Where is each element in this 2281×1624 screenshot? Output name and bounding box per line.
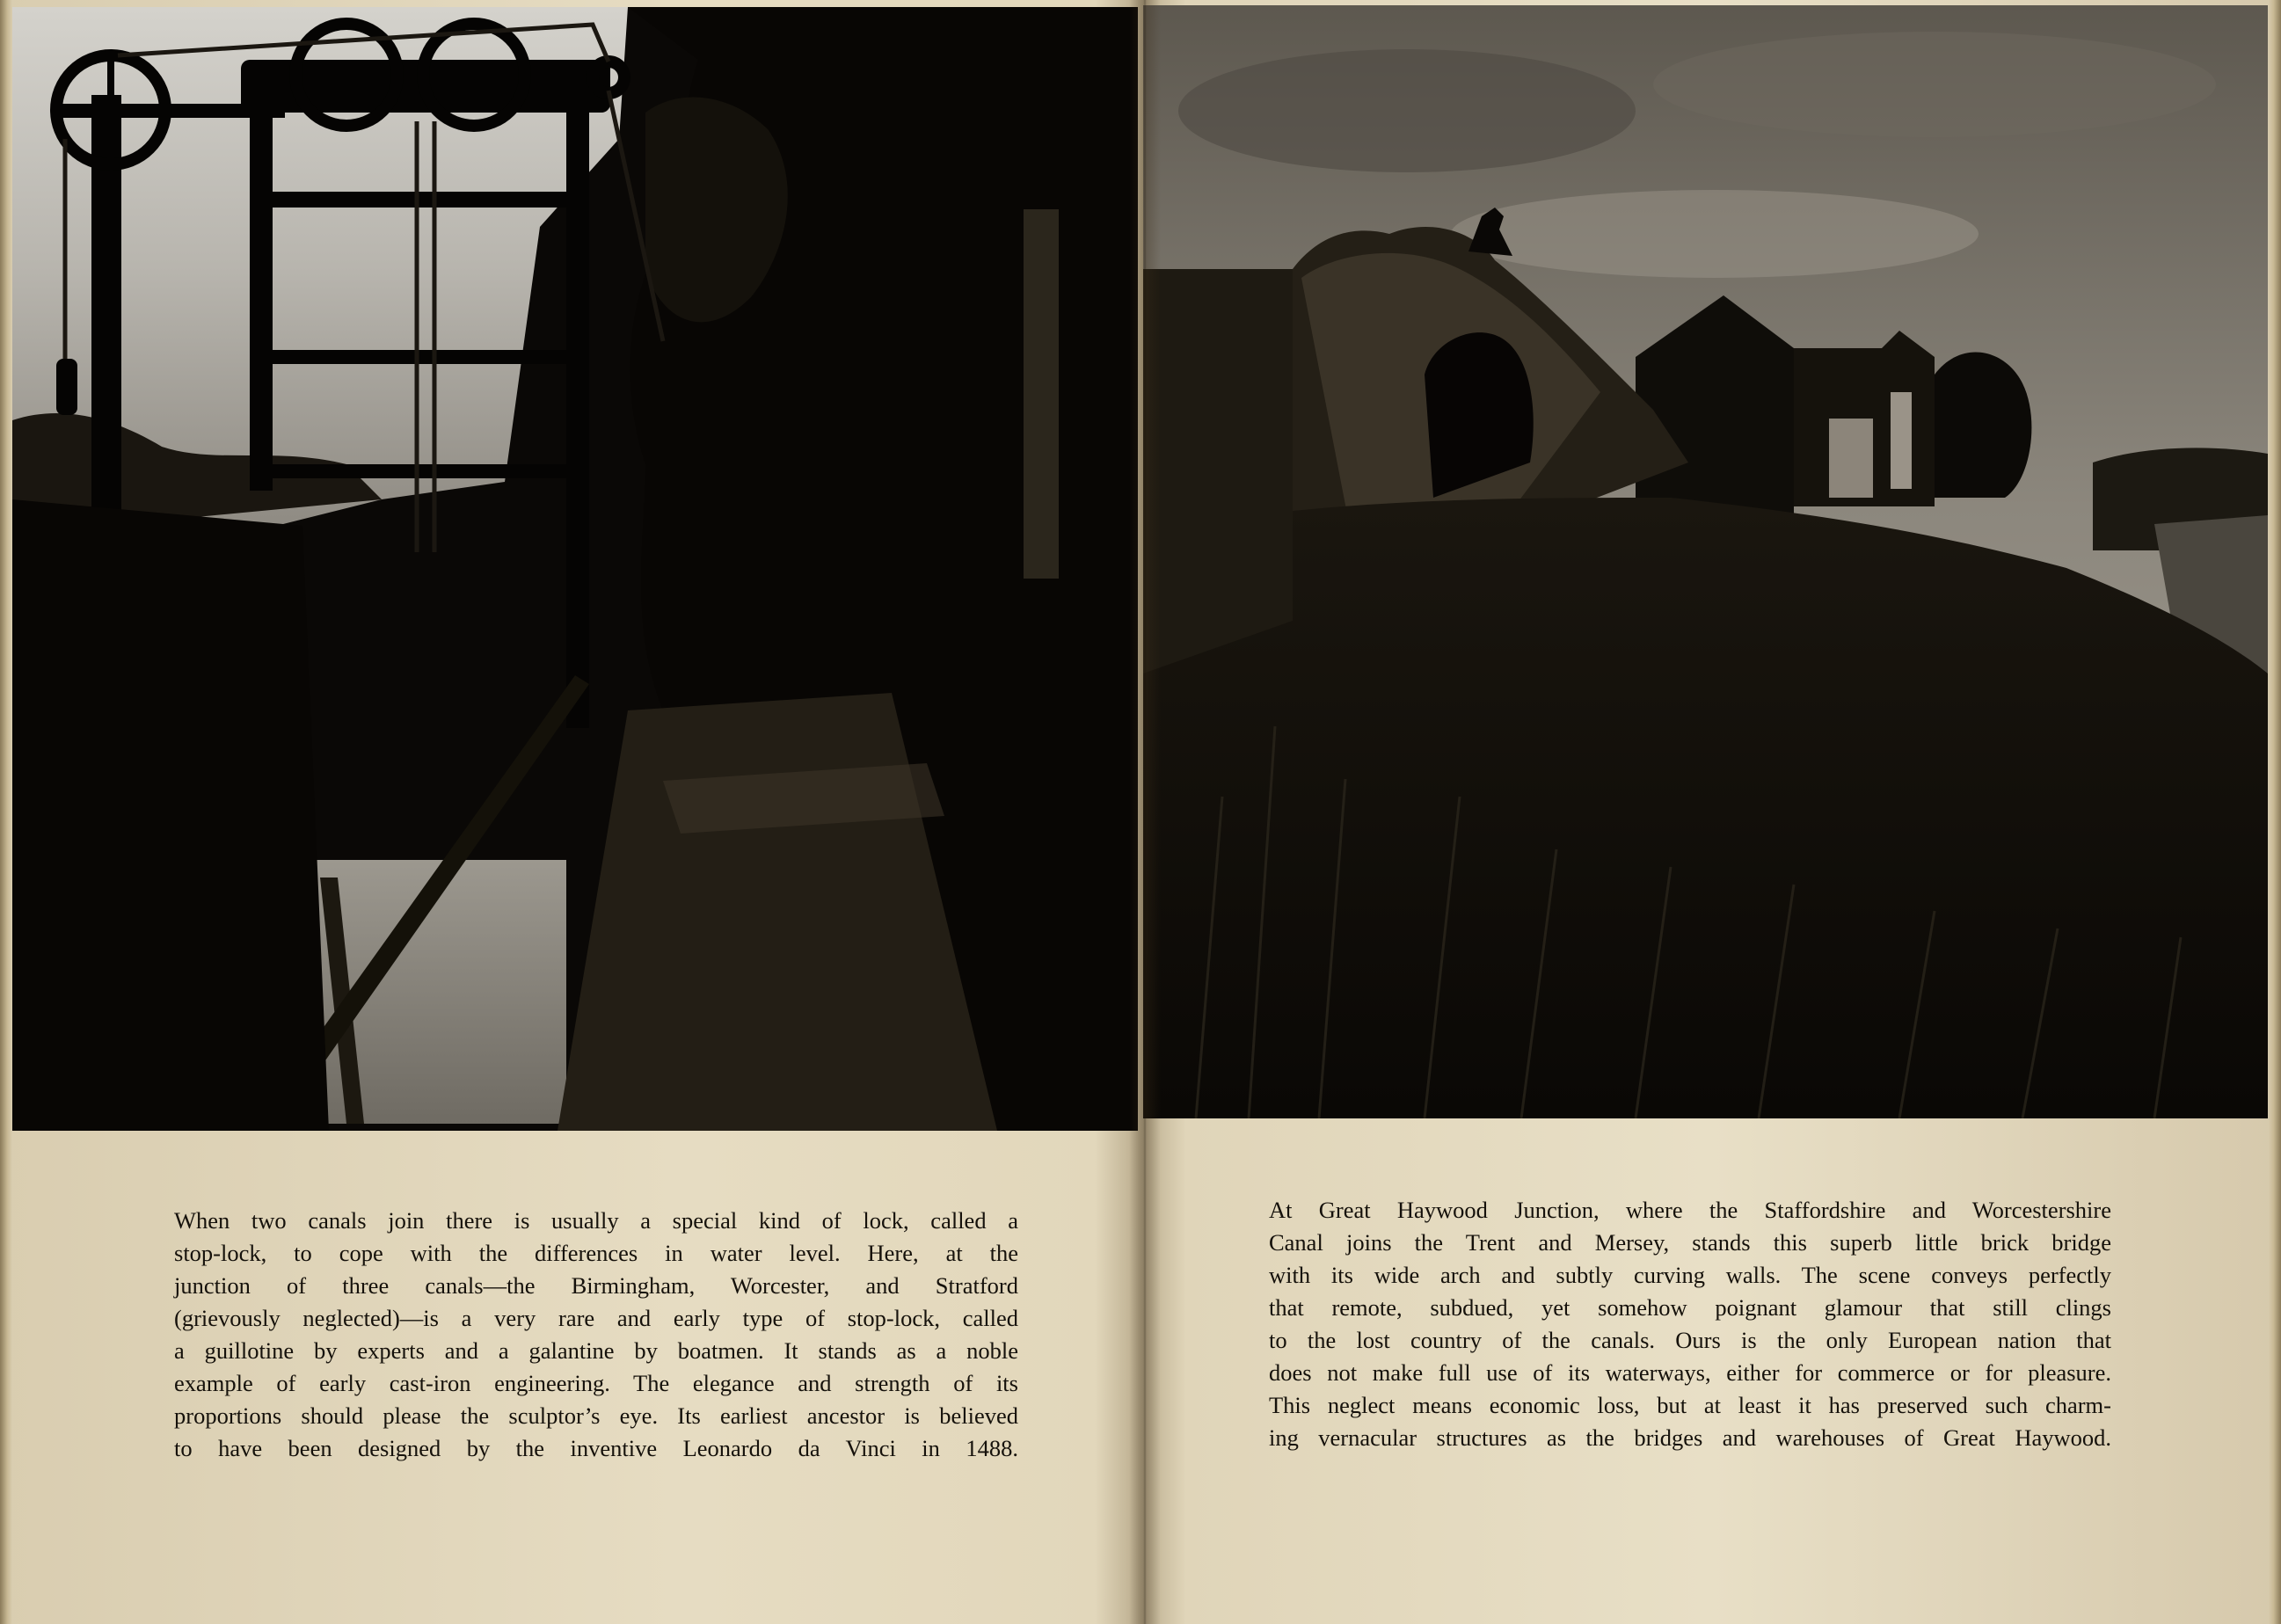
guillotine-stop-lock-photo <box>12 7 1138 1131</box>
great-haywood-bridge-photo <box>1143 5 2268 1118</box>
caption-line: proportions should please the sculptor’s eye. Its earliest ancestor is believed <box>174 1402 1018 1429</box>
caption-line: (grievously neglected)—is a very rare and early type of stop-lock, called <box>174 1305 1018 1331</box>
left-page-edge <box>0 0 12 1624</box>
caption-line: does not make full use of its waterways, either for commerce or for pleasure. <box>1269 1359 2111 1386</box>
caption-line: to have been designed by the inventive Leonardo da Vinci in 1488. <box>174 1435 1018 1461</box>
right-caption <box>1269 1194 2111 1454</box>
caption-line: junction of three canals—the Birmingham, Worcester, and Stratford <box>174 1272 1018 1299</box>
caption-line: Canal joins the Trent and Mersey, stands this superb little brick bridge <box>1269 1229 2111 1256</box>
book-gutter <box>1129 0 1161 1624</box>
caption-line: to the lost country of the canals. Ours is the only European nation that <box>1269 1327 2111 1353</box>
left-caption <box>174 1205 1018 1465</box>
caption-line: a guillotine by experts and a galantine by boatmen. It stands as a noble <box>174 1337 1018 1364</box>
caption-line: example of early cast-iron engineering. The elegance and strength of its <box>174 1370 1018 1396</box>
caption-line: When two canals join there is usually a special kind of lock, called a <box>174 1207 1018 1234</box>
caption-line: ing vernacular structures as the bridges and warehouses of Great Haywood. <box>1269 1424 2111 1451</box>
caption-line: stop-lock, to cope with the differences in water level. Here, at the <box>174 1240 1018 1266</box>
caption-line: At Great Haywood Junction, where the Staffordshire and Worcestershire <box>1269 1197 2111 1223</box>
caption-line: with its wide arch and subtly curving walls. The scene conveys perfectly <box>1269 1262 2111 1288</box>
caption-line: This neglect means economic loss, but at least it has preserved such charm- <box>1269 1392 2111 1418</box>
caption-line: that remote, subdued, yet somehow poignant glamour that still clings <box>1269 1294 2111 1321</box>
right-page-edge <box>2269 0 2281 1624</box>
